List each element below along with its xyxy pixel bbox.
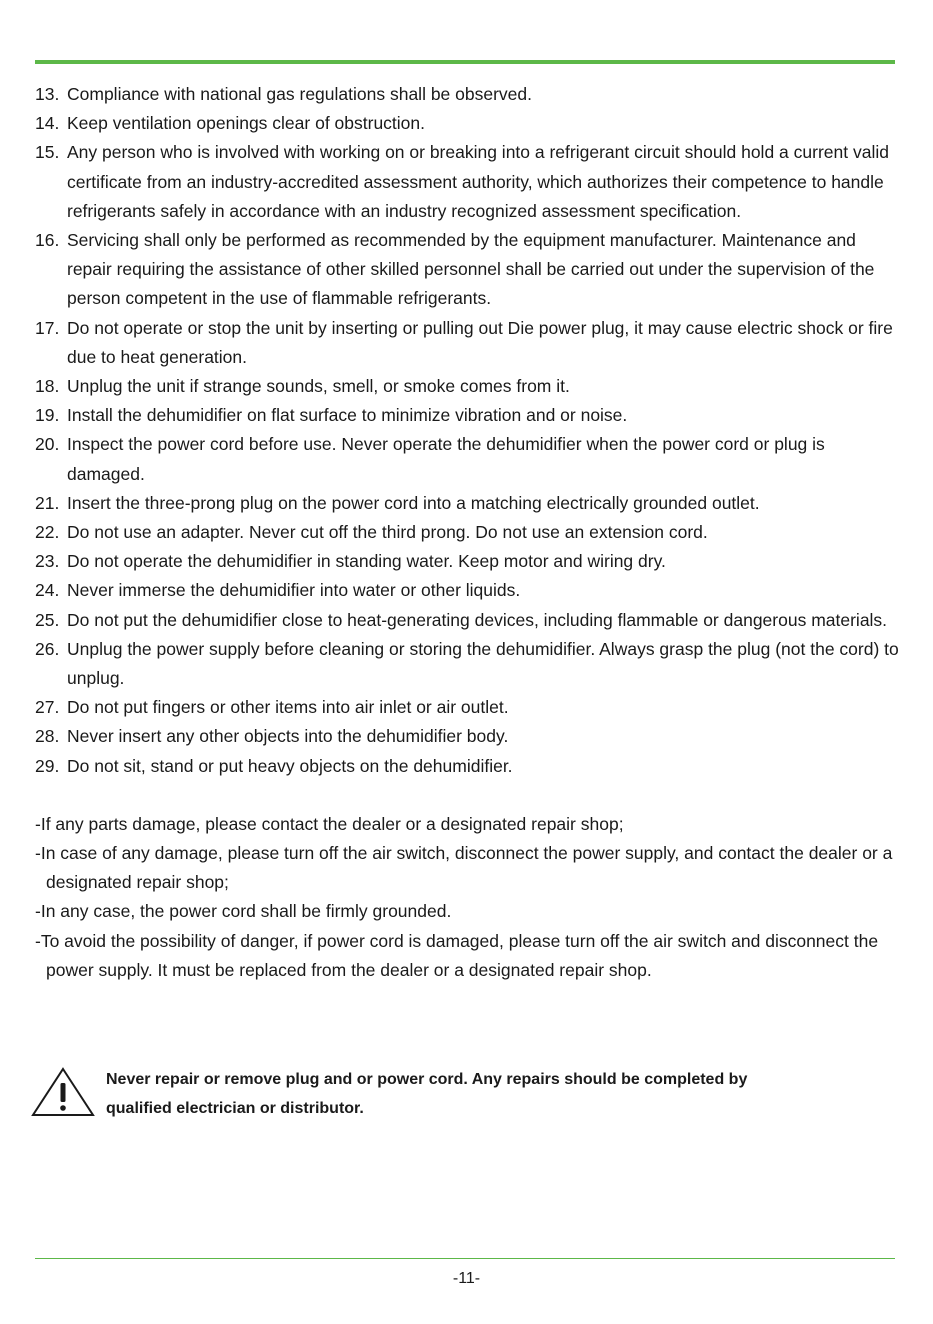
list-item [35, 109, 905, 138]
item-number: 13. [35, 84, 60, 104]
item-text: Inspect the power cord before use. Never operate the dehumidifier when the power cord or plug is damaged. [67, 434, 825, 484]
item-text: Do not sit, stand or put heavy objects on the dehumidifier. [67, 755, 513, 776]
top-green-rule [35, 60, 895, 64]
item-number: 24. [35, 580, 60, 601]
item-text: Keep ventilation openings clear of obstruction. [67, 113, 426, 134]
item-text: Do not operate the dehumidifier in standing water. Keep motor and wiring dry. [67, 551, 666, 572]
note-item: -In case of any damage, please turn off the air switch, disconnect the power supply, and contact the dealer or a designated repair shop; [35, 843, 893, 893]
list-item [35, 722, 905, 751]
item-number: 26. [35, 638, 60, 659]
item-number: 23. [35, 551, 60, 572]
item-number: 20. [35, 434, 60, 455]
list-item [35, 430, 905, 488]
item-number: 25. [35, 609, 60, 630]
item-text: Unplug the unit if strange sounds, smell, or smoke comes from it. [67, 376, 570, 397]
item-text: Do not put fingers or other items into air inlet or air outlet. [67, 697, 509, 718]
item-number: 28. [35, 726, 60, 747]
list-item [35, 547, 905, 576]
numbered-list [35, 80, 905, 781]
item-number: 19. [35, 405, 60, 426]
item-text: Any person who is involved with working on or breaking into a refrigerant circuit should hold a current valid certificate from an industry-accredited assessment authority, which authorizes their competence to handle refrigerants safely in accordance with an industry recognized assessment specification. [67, 142, 889, 221]
list-item [35, 80, 905, 109]
list-item [35, 752, 905, 781]
item-number: 29. [35, 755, 60, 776]
list-item [35, 401, 905, 430]
safety-instructions [35, 80, 905, 985]
warning-line: qualified electrician or distributor. [106, 1099, 364, 1117]
bottom-green-rule [35, 1258, 895, 1259]
list-item [35, 226, 905, 314]
page-number: -11- [452, 1270, 481, 1287]
list-item [35, 606, 905, 635]
item-text: Servicing shall only be performed as recommended by the equipment manufacturer. Maintenance and repair requiring the assistance of other skilled personnel shall be carried out under the supervision of the person competent in the use of flammable refrigerants. [67, 230, 875, 309]
item-number: 22. [35, 522, 60, 543]
item-text: Never insert any other objects into the dehumidifier body. [67, 726, 509, 747]
item-text: Do not put the dehumidifier close to heat-generating devices, including flammable or dangerous materials. [67, 609, 888, 630]
list-item [35, 314, 905, 372]
item-number: 21. [35, 492, 60, 513]
item-number: 17. [35, 317, 60, 338]
list-item [35, 138, 905, 226]
item-text: Insert the three-prong plug on the power cord into a matching electrically grounded outlet. [67, 492, 760, 513]
item-number: 18. [35, 376, 60, 397]
item-number: 14. [35, 113, 60, 134]
warning-line: Never repair or remove plug and or power cord. Any repairs should be completed by [106, 1071, 748, 1088]
item-number: 27. [35, 697, 60, 718]
item-number: 16. [35, 230, 60, 251]
warning-text [106, 1066, 866, 1123]
list-item [35, 693, 905, 722]
note-item: -To avoid the possibility of danger, if power cord is damaged, please turn off the air switch and disconnect the power supply. It must be replaced from the dealer or a designated repair shop. [35, 930, 879, 980]
list-item [35, 635, 905, 693]
note-item: -If any parts damage, please contact the dealer or a designated repair shop; [35, 813, 624, 834]
spacer [35, 781, 905, 810]
item-number: 15. [35, 142, 60, 163]
item-text: Unplug the power supply before cleaning or storing the dehumidifier. Always grasp the plug (not the cord) to unplug. [67, 638, 899, 689]
warning-triangle-icon [30, 1066, 96, 1118]
list-item [35, 489, 905, 518]
item-text: Do not operate or stop the unit by inserting or pulling out Die power plug, it may cause electric shock or fire due to heat generation. [67, 317, 893, 367]
item-text: Do not use an adapter. Never cut off the third prong. Do not use an extension cord. [67, 522, 708, 543]
item-text: Never immerse the dehumidifier into water or other liquids. [67, 580, 521, 601]
item-text: Install the dehumidifier on flat surface to minimize vibration and or noise. [67, 405, 628, 426]
list-item [35, 372, 905, 401]
item-text: Compliance with national gas regulations shall be observed. [67, 84, 532, 104]
notes-list [35, 810, 905, 985]
list-item [35, 576, 905, 605]
warning-notice [30, 1066, 900, 1126]
list-item [35, 518, 905, 547]
note-item: -In any case, the power cord shall be firmly grounded. [35, 901, 452, 922]
